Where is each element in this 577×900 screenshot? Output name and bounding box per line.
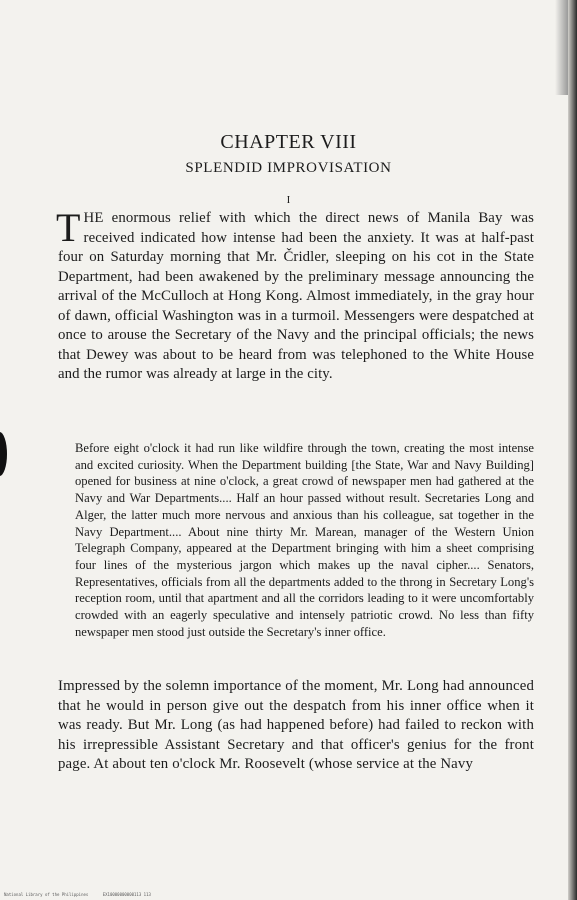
paragraph-opening: [56, 205, 534, 385]
paragraph-opening-text: HE enormous relief with which the direct news of Manila Bay was received indicated how intense had been the anxiety. It was at half-past four on Saturday morning that Mr. Čridler, sleeping on his cot in the State Department, had been awakened by the preliminary message announcing the arrival of the McCulloch at Hong Kong. Almost immediately, in the gray hour of dawn, official Washington was in a turmoil. Messengers were despatched at once to arouse the Secretary of the Navy and the principal officials; the news that Dewey was about to be heard from was telephoned to the White House and the rumor was already at large in the city.: [58, 210, 534, 382]
binding-hole: [0, 432, 7, 476]
drop-cap: T: [56, 205, 81, 250]
section-number: I: [286, 194, 291, 206]
chapter-title: CHAPTER VIII: [220, 131, 357, 153]
scan-footer: [4, 892, 163, 897]
footer-library: National Library of the Philippines: [4, 892, 89, 897]
paragraph-second: Impressed by the solemn importance of the moment, Mr. Long had announced that he would in person give out the despatch from his inner office when it was ready. But Mr. Long (as had happened before) had failed to reckon with his irrepressible Assistant Secretary and that officer's genius for the front page. At about ten o'clock Mr. Roosevelt (whose service at the Navy: [58, 678, 534, 773]
chapter-subtitle: SPLENDID IMPROVISATION: [185, 160, 392, 176]
block-quotation: Before eight o'clock it had run like wildfire through the town, creating the most intense and excited curiosity. When the Department building [the State, War and Navy Building] opened for business at nine o'clock, a great crowd of newspaper men had gathered at the Navy and War Departments.... Half an hour passed without result. Secretaries Long and Alger, the latter much more nervous and anxious than his colleague, sat together in the Navy Department.... About nine thirty Mr. Marean, manager of the Western Union Telegraph Company, appeared at the Department bringing with him a sheet comprising four lines of the mysterious jargon which makes up the naval cipher.... Senators, Representatives, officials from all the departments added to the throng in Secretary Long's reception room, until that apartment and all the corridors leading to it were uncomfortably crowded with an eagerly speculative and intensely patriotic crowd. No less than fifty newspaper men stood just outside the Secretary's inner office.: [75, 441, 534, 639]
footer-id: EX10000000000113 113: [102, 892, 151, 897]
